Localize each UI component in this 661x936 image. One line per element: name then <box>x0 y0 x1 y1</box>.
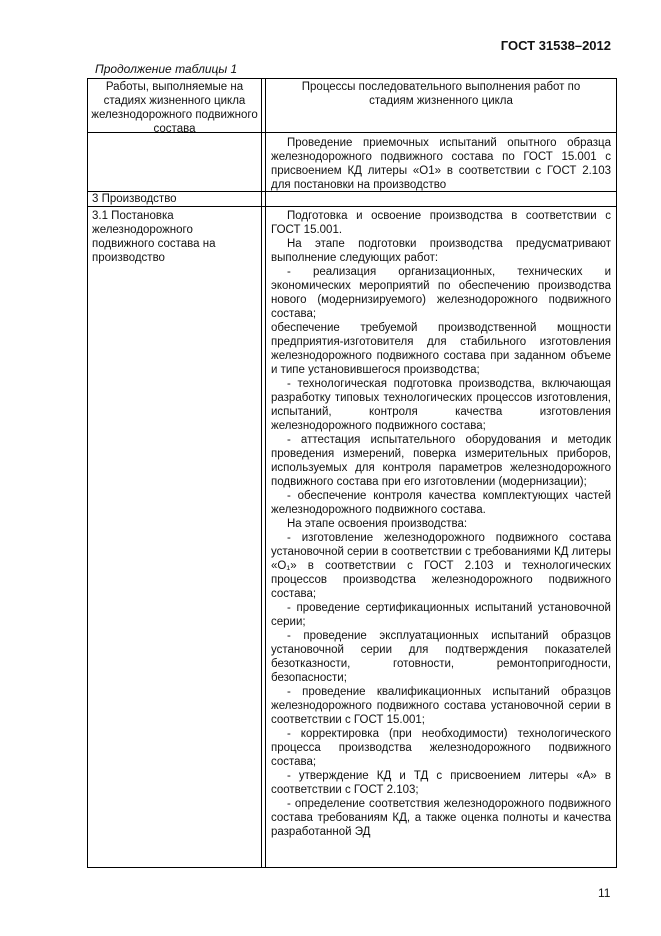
paragraph-3: - реализация организационных, технических и экономических мероприятий по обеспечению производства нового (модернизируемого) железнодорожного подвижного состава; <box>271 266 611 320</box>
row3-process-text <box>271 209 611 839</box>
paragraph-9: - изготовление железнодорожного подвижного состава установочной серии в соответствии с требованиями КД литеры «О₁» в соответствии с ГОСТ 2.103 и технологических процессов производства железнодорожного подвижного состава; <box>271 532 611 600</box>
section-title: 3 Производство <box>92 193 177 205</box>
paragraph-15: - определение соответствия железнодорожного подвижного состава требованиям КД, а также оценка полноты и качества разработанной ЭД <box>271 798 611 838</box>
standard-code: ГОСТ 31538–2012 <box>500 38 611 53</box>
paragraph-7: - обеспечение контроля качества комплектующих частей железнодорожного подвижного состава. <box>271 490 611 516</box>
row1-process-text <box>271 136 611 192</box>
paragraph-8: На этапе освоения производства: <box>287 518 468 530</box>
page-number: 11 <box>598 886 611 900</box>
paragraph-11: - проведение эксплуатационных испытаний образцов установочной серии для подтверждения показателей безотказности, готовности, ремонтопригодности, безопасности; <box>271 630 611 684</box>
paragraph-10: - проведение сертификационных испытаний установочной серии; <box>271 602 611 628</box>
row-divider-section <box>88 206 616 207</box>
column-header-processes: Процессы последовательного выполнения работ по стадиям жизненного цикла <box>301 81 581 107</box>
paragraph-4: обеспечение требуемой производственной мощности предприятия-изготовителя для стабильного изготовления железнодорожного подвижного состава при заданном объеме и типе установившегося производства; <box>271 322 611 376</box>
table-caption: Продолжение таблицы 1 <box>95 62 238 76</box>
row1-paragraph: Проведение приемочных испытаний опытного образца железнодорожного подвижного состава по ГОСТ 15.001 с присвоением КД литеры «О1» в соответствии с ГОСТ 2.103 для постановки на производство <box>271 137 611 191</box>
paragraph-13: - корректировка (при необходимости) технологического процесса производства железнодорожного подвижного состава; <box>271 728 611 768</box>
paragraph-1: Подготовка и освоение производства в соответствии с ГОСТ 15.001. <box>271 210 611 236</box>
column-divider-right <box>265 79 266 867</box>
column-header-works: Работы, выполняемые на стадиях жизненного цикла железнодорожного подвижного состава <box>91 81 258 135</box>
paragraph-6: - аттестация испытательного оборудования и методик проведения измерений, поверка измерительных приборов, используемых для контроля параметров железнодорожного подвижного состава при его изготовлении (модернизации); <box>271 434 611 488</box>
column-divider-left <box>261 79 262 867</box>
paragraph-12: - проведение квалификационных испытаний образцов железнодорожного подвижного состава установочной серии в соответствии с ГОСТ 15.001; <box>271 686 611 726</box>
paragraph-2: На этапе подготовки производства предусматривают выполнение следующих работ: <box>271 238 611 264</box>
paragraph-14: - утверждение КД и ТД с присвоением литеры «А» в соответствии с ГОСТ 2.103; <box>271 770 611 796</box>
process-table <box>87 78 617 868</box>
row3-work-text: 3.1 Постановка железнодорожного подвижного состава на производство <box>92 210 216 264</box>
paragraph-5: - технологическая подготовка производства, включающая разработку типовых технологических процессов изготовления, испытаний, контроля качества изготовления железнодорожного подвижного состава; <box>271 378 611 432</box>
